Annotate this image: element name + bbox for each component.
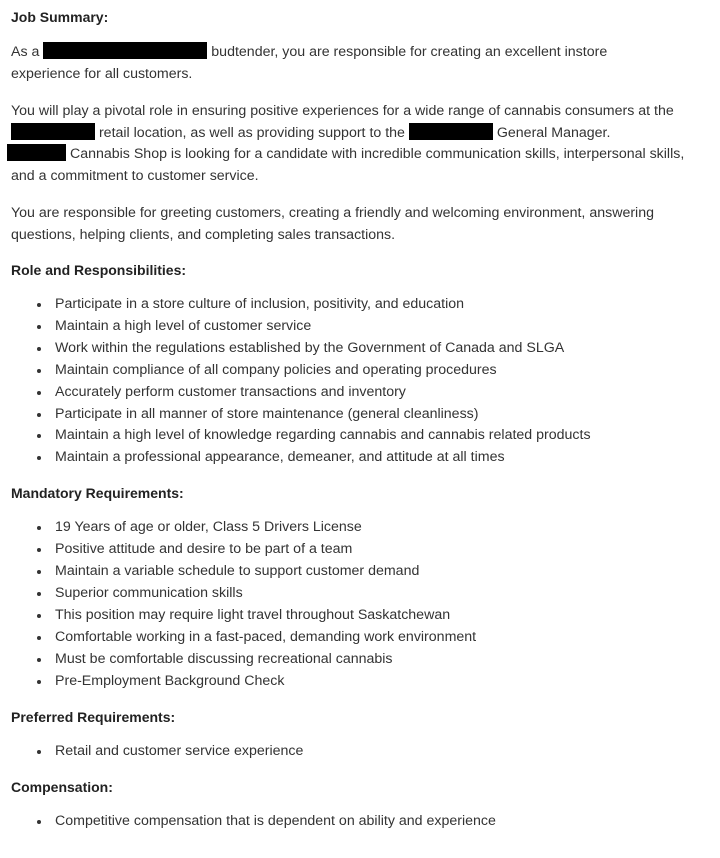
list-item: Superior communication skills	[55, 583, 710, 605]
preferred-list	[11, 741, 710, 763]
list-item: Maintain a professional appearance, demeaner, and attitude at all times	[55, 447, 710, 469]
list-item: 19 Years of age or older, Class 5 Drivers License	[55, 517, 710, 539]
mandatory-heading: Mandatory Requirements:	[11, 485, 184, 502]
list-item: Accurately perform customer transactions and inventory	[55, 382, 710, 404]
list-item: Competitive compensation that is dependent on ability and experience	[55, 811, 710, 833]
p2-part4: Cannabis Shop is looking for a candidate with incredible communication skills, interpersonal skills, and a commitment to customer service.	[11, 146, 685, 184]
compensation-list	[11, 811, 710, 833]
list-item: Pre-Employment Background Check	[55, 671, 710, 693]
compensation-heading: Compensation:	[11, 779, 113, 796]
redaction-bar	[43, 42, 207, 59]
job-summary-paragraph-2	[11, 101, 710, 187]
list-item: Retail and customer service experience	[55, 741, 710, 763]
list-item: Maintain a high level of knowledge regarding cannabis and cannabis related products	[55, 425, 710, 447]
list-item: Participate in a store culture of inclusion, positivity, and education	[55, 294, 710, 316]
list-item: Comfortable working in a fast-paced, demanding work environment	[55, 627, 710, 649]
job-summary-paragraph-1	[11, 42, 710, 85]
roles-heading: Role and Responsibilities:	[11, 262, 187, 278]
redaction-bar	[409, 123, 493, 140]
preferred-heading: Preferred Requirements:	[11, 708, 176, 725]
list-item: Maintain a variable schedule to support customer demand	[55, 561, 710, 583]
roles-list	[11, 294, 710, 469]
redaction-bar	[11, 123, 95, 140]
p2-part1: You will play a pivotal role in ensuring positive experiences for a wide range of cannabis consumers at the	[11, 103, 674, 119]
list-item: Participate in all manner of store maintenance (general cleanliness)	[55, 404, 710, 426]
p2-part3: General Manager.	[496, 124, 611, 141]
list-item: Work within the regulations established by the Government of Canada and SLGA	[55, 338, 710, 360]
redaction-bar	[7, 144, 66, 161]
p2-part2: retail location, as well as providing support to the	[98, 124, 405, 141]
mandatory-list	[11, 517, 710, 692]
p1-after: budtender, you are responsible for creating an excellent instore experience for all customers.	[11, 44, 608, 82]
list-item: Must be comfortable discussing recreational cannabis	[55, 649, 710, 671]
list-item: Maintain a high level of customer service	[55, 316, 710, 338]
p1-before: As a	[11, 44, 40, 60]
job-summary-heading: Job Summary:	[11, 9, 109, 25]
job-summary-paragraph-3: You are responsible for greeting customers, creating a friendly and welcoming environment, answering questions, helping clients, and completing sales transactions.	[11, 205, 654, 243]
list-item: Maintain compliance of all company policies and operating procedures	[55, 360, 710, 382]
list-item: Positive attitude and desire to be part of a team	[55, 539, 710, 561]
list-item: This position may require light travel throughout Saskatchewan	[55, 605, 710, 627]
